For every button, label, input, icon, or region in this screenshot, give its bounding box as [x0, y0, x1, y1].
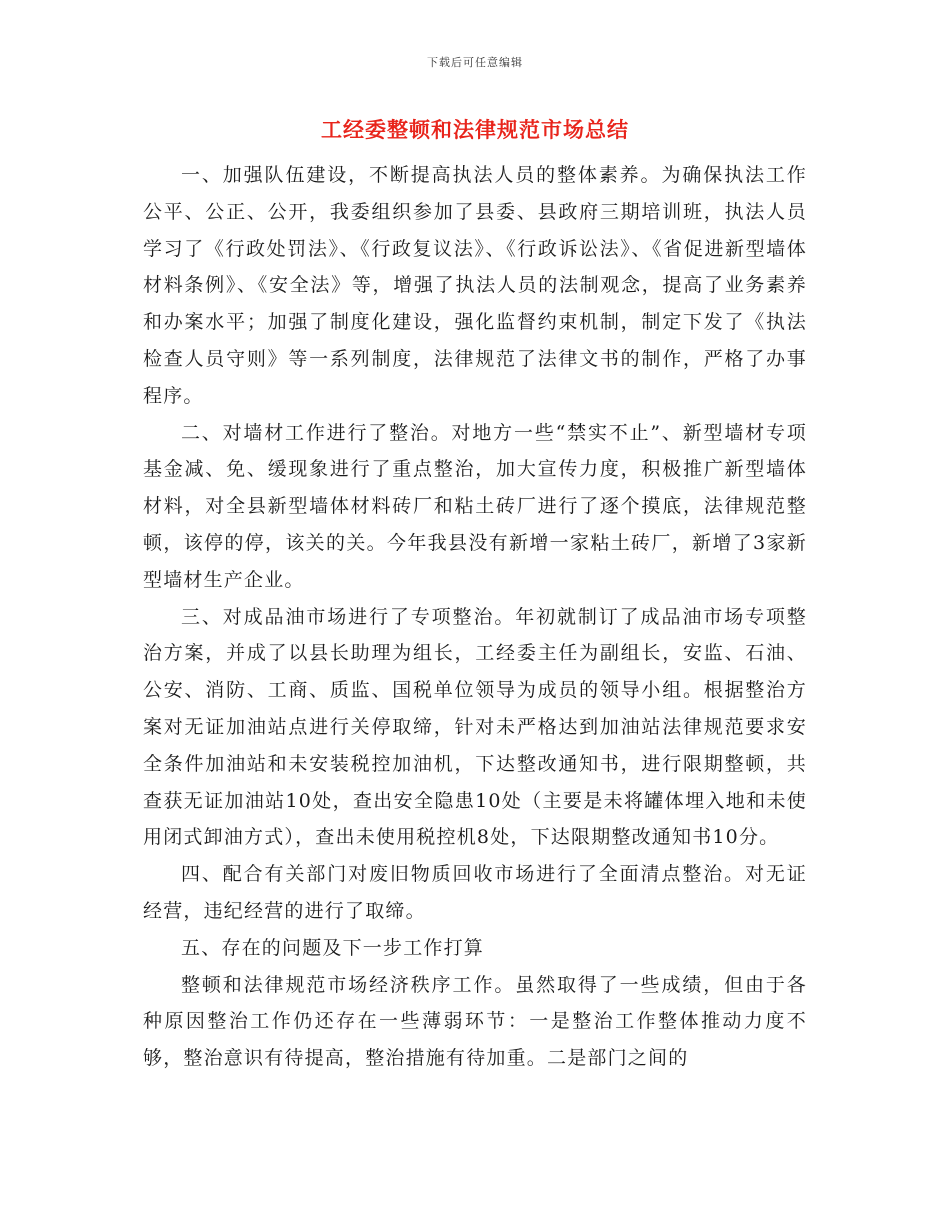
paragraph-3: 三、对成品油市场进行了专项整治。年初就制订了成品油市场专项整治方案，并成了以县长助理为组长，工经委主任为副组长，安监、石油、公安、消防、工商、质监、国税单位领导为成员的领导小组。根据整治方案对无证加油站点进行关停取缔，针对未严格达到加油站法律规范要求安全条件加油站和未安装税控加油机，下达整改通知书，进行限期整顿，共查获无证加油站10处，查出安全隐患10处（主要是未将罐体埋入地和未使用闭式卸油方式），查出未使用税控机8处，下达限期整改通知书10分。 — [143, 605, 807, 849]
paragraph-6: 整顿和法律规范市场经济秩序工作。虽然取得了一些成绩，但由于各种原因整治工作仍还存在一些薄弱环节：一是整治工作整体推动力度不够，整治意识有待提高，整治措施有待加重。二是部门之间的 — [143, 973, 807, 1070]
paragraph-1: 一、加强队伍建设，不断提高执法人员的整体素养。为确保执法工作公平、公正、公开，我委组织参加了县委、县政府三期培训班，执法人员学习了《行政处罚法》、《行政复议法》、《行政诉讼法》、《省促进新型墙体材料条例》、《安全法》等，增强了执法人员的法制观念，提高了业务素养和办案水平；加强了制度化建设，强化监督约束机制，制定下发了《执法检查人员守则》等一系列制度，法律规范了法律文书的制作，严格了办事程序。 — [143, 164, 807, 407]
paragraph-2: 二、对墙材工作进行了整治。对地方一些“禁实不止”、新型墙材专项基金减、免、缓现象进行了重点整治，加大宣传力度，积极推广新型墙体材料，对全县新型墙体材料砖厂和粘土砖厂进行了逐个摸底，法律规范整顿，该停的停，该关的关。今年我县没有新增一家粘土砖厂，新增了3家新型墙材生产企业。 — [143, 421, 807, 591]
header-note: 下载后可任意编辑 — [427, 56, 523, 69]
document-body — [143, 157, 807, 1077]
document-title: 工经委整顿和法律规范市场总结 — [321, 117, 629, 142]
paragraph-4: 四、配合有关部门对废旧物质回收市场进行了全面清点整治。对无证经营，违纪经营的进行了取缔。 — [143, 863, 807, 922]
paragraph-5: 五、存在的问题及下一步工作打算 — [181, 936, 485, 959]
